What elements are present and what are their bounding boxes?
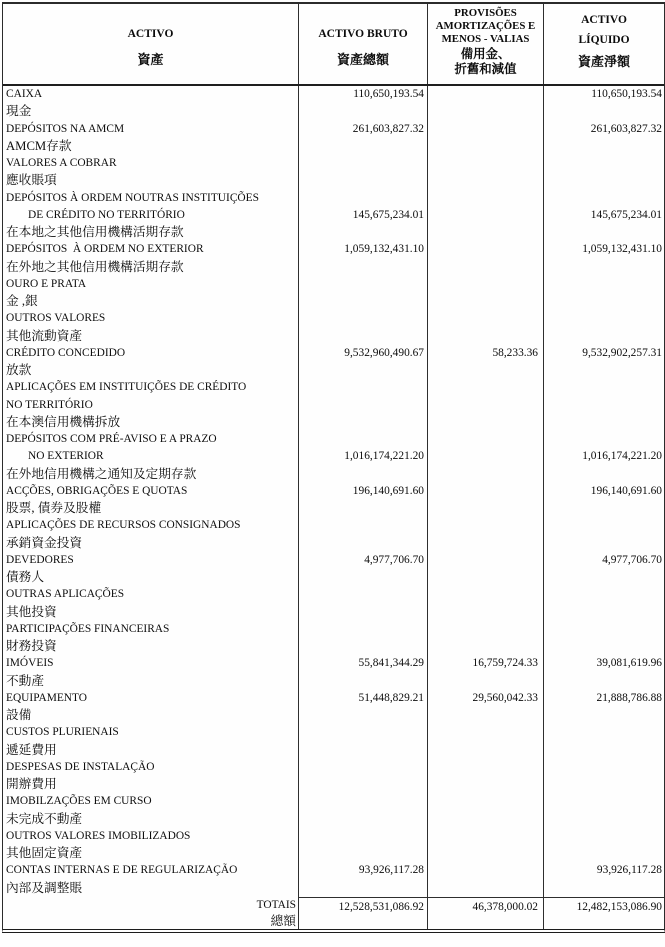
provisoes-value [428, 207, 544, 224]
table-row [3, 828, 664, 845]
row-label: NO EXTERIOR [3, 448, 299, 465]
header-provisoes [428, 4, 544, 84]
liquido-value [544, 759, 664, 776]
provisoes-value [428, 190, 544, 207]
bruto-value [299, 103, 428, 120]
liquido-value [544, 276, 664, 293]
liquido-value [544, 569, 664, 586]
row-label: IMÓVEIS [3, 655, 299, 672]
bruto-value: 1,016,174,221.20 [299, 448, 428, 465]
table-row [3, 293, 664, 310]
row-label: 金 ,銀 [3, 293, 299, 310]
row-label: DEPÓSITOS COM PRÉ-AVISO E A PRAZO [3, 431, 299, 448]
bruto-value [299, 276, 428, 293]
table-header [3, 4, 664, 86]
row-label: CRÉDITO CONCEDIDO [3, 345, 299, 362]
bruto-value [299, 707, 428, 724]
bruto-value [299, 379, 428, 396]
table-row [3, 742, 664, 759]
bruto-value: 4,977,706.70 [299, 552, 428, 569]
bruto-value [299, 621, 428, 638]
bruto-value [299, 638, 428, 655]
table-row [3, 414, 664, 431]
liquido-value [544, 638, 664, 655]
bruto-value [299, 155, 428, 172]
provisoes-value [428, 397, 544, 414]
row-label: DEPÓSITOS À ORDEM NOUTRAS INSTITUIÇÕES [3, 190, 299, 207]
bruto-value [299, 535, 428, 552]
provisoes-value [428, 483, 544, 500]
liquido-value [544, 259, 664, 276]
provisoes-value [428, 121, 544, 138]
table-row [3, 845, 664, 862]
table-row [3, 880, 664, 897]
bruto-value [299, 586, 428, 603]
liquido-value: 145,675,234.01 [590, 208, 662, 221]
table-row [3, 241, 664, 258]
row-label: 遞延費用 [3, 742, 299, 759]
bruto-value [299, 604, 428, 621]
bruto-value: 261,603,827.32 [299, 121, 428, 138]
table-row [3, 172, 664, 189]
provisoes-value [428, 828, 544, 845]
table-row [3, 776, 664, 793]
table-row [3, 190, 664, 207]
table-row [3, 345, 664, 362]
provisoes-value [428, 414, 544, 431]
table-row [3, 431, 664, 448]
provisoes-value [428, 362, 544, 379]
table-row [3, 862, 664, 879]
provisoes-value [428, 742, 544, 759]
provisoes-value [428, 793, 544, 810]
provisoes-value [428, 638, 544, 655]
provisoes-value [428, 517, 544, 534]
table-row [3, 621, 664, 638]
liquido-value [544, 138, 664, 155]
row-label: CUSTOS PLURIENAIS [3, 724, 299, 741]
provisoes-value [428, 138, 544, 155]
row-label: 內部及調整賬 [3, 880, 299, 897]
liquido-value: 93,926,117.28 [596, 864, 662, 877]
liquido-value [544, 293, 664, 310]
row-label: 在外地信用機構之通知及定期存款 [3, 466, 299, 483]
header-liquido-zh: 資產淨額 [577, 54, 630, 70]
row-label: APLICAÇÕES DE RECURSOS CONSIGNADOS [3, 517, 299, 534]
table-row [3, 569, 664, 586]
bruto-value [299, 673, 428, 690]
header-liquido-pt2: LÍQUIDO [578, 34, 630, 46]
liquido-value [544, 103, 664, 120]
bruto-value [299, 776, 428, 793]
row-label: 不動產 [3, 673, 299, 690]
row-label: 在本地之其他信用機構活期存款 [3, 224, 299, 241]
liquido-value [544, 535, 664, 552]
row-label: VALORES A COBRAR [3, 155, 299, 172]
row-label: DEVEDORES [3, 552, 299, 569]
table-row [3, 397, 664, 414]
liquido-value [544, 724, 664, 741]
table-body [3, 86, 664, 897]
bruto-value: 55,841,344.29 [299, 655, 428, 672]
provisoes-value: 58,233.36 [428, 345, 544, 362]
provisoes-value [428, 293, 544, 310]
liquido-value [544, 604, 664, 621]
header-activo-liquido [544, 4, 664, 84]
liquido-value [544, 362, 664, 379]
bruto-value [299, 362, 428, 379]
provisoes-value [428, 776, 544, 793]
provisoes-value [428, 673, 544, 690]
provisoes-value [428, 862, 544, 879]
bruto-value [299, 569, 428, 586]
liquido-value: 1,016,174,221.20 [582, 450, 662, 463]
liquido-value [544, 397, 664, 414]
provisoes-value [428, 224, 544, 241]
liquido-value: 21,888,786.88 [596, 691, 662, 704]
header-provisoes-zh2: 折舊和減值 [454, 62, 517, 77]
liquido-value [544, 707, 664, 724]
row-label: ACÇÕES, OBRIGAÇÕES E QUOTAS [3, 483, 299, 500]
bruto-value: 145,675,234.01 [299, 207, 428, 224]
assets-balance-table [2, 2, 665, 933]
row-label: PARTICIPAÇÕES FINANCEIRAS [3, 621, 299, 638]
bruto-value [299, 500, 428, 517]
liquido-value: 9,532,902,257.31 [582, 346, 662, 359]
provisoes-value [428, 276, 544, 293]
provisoes-value [428, 724, 544, 741]
bruto-value [299, 259, 428, 276]
row-label: CONTAS INTERNAS E DE REGULARIZAÇÃO [3, 862, 299, 879]
liquido-value: 110,650,193.54 [591, 88, 662, 100]
bruto-value [299, 742, 428, 759]
row-label: 其他投資 [3, 604, 299, 621]
bruto-value: 93,926,117.28 [299, 862, 428, 879]
bruto-value [299, 811, 428, 828]
row-label: 現金 [3, 103, 299, 120]
liquido-value [544, 466, 664, 483]
bruto-value [299, 845, 428, 862]
liquido-value [544, 328, 664, 345]
table-row [3, 517, 664, 534]
totals-label-zh: 總額 [270, 913, 296, 928]
bruto-value [299, 138, 428, 155]
totals-liquido-value: 12,482,153,086.90 [544, 897, 664, 929]
provisoes-value [428, 707, 544, 724]
provisoes-value [428, 880, 544, 897]
bruto-value [299, 431, 428, 448]
liquido-value [544, 586, 664, 603]
liquido-value [544, 517, 664, 534]
table-row [3, 379, 664, 396]
table-row [3, 328, 664, 345]
header-provisoes-zh1: 備用金、 [460, 46, 511, 61]
bruto-value [299, 310, 428, 327]
bruto-value [299, 517, 428, 534]
provisoes-value [428, 86, 544, 103]
bruto-value [299, 293, 428, 310]
header-bruto-zh: 資產總額 [336, 52, 389, 68]
liquido-value: 261,603,827.32 [590, 122, 662, 135]
row-label: 其他固定資產 [3, 845, 299, 862]
header-provisoes-pt3: MENOS - VALIAS [441, 33, 530, 46]
table-row [3, 483, 664, 500]
table-row [3, 638, 664, 655]
liquido-value [544, 673, 664, 690]
liquido-value [544, 845, 664, 862]
row-label: 未完成不動產 [3, 811, 299, 828]
bruto-value [299, 724, 428, 741]
table-row [3, 448, 664, 465]
totals-label-cell [3, 897, 299, 929]
row-label: 應收賬項 [3, 172, 299, 189]
bruto-value: 1,059,132,431.10 [299, 241, 428, 258]
row-label: 在本澳信用機構拆放 [3, 414, 299, 431]
row-label: APLICAÇÕES EM INSTITUIÇÕES DE CRÉDITO [3, 379, 299, 396]
table-row [3, 466, 664, 483]
header-activo-bruto [299, 4, 428, 84]
row-label: DESPESAS DE INSTALAÇÃO [3, 759, 299, 776]
row-label: 股票, 債券及股權 [3, 500, 299, 517]
table-row [3, 86, 664, 103]
row-label: 設備 [3, 707, 299, 724]
provisoes-value [428, 448, 544, 465]
bruto-value [299, 414, 428, 431]
table-row [3, 103, 664, 120]
bruto-value [299, 190, 428, 207]
row-label: OUTROS VALORES [3, 310, 299, 327]
table-row [3, 690, 664, 707]
table-row [3, 310, 664, 327]
provisoes-value [428, 759, 544, 776]
bruto-value [299, 828, 428, 845]
liquido-value [544, 155, 664, 172]
table-row [3, 604, 664, 621]
header-bruto-pt: ACTIVO BRUTO [318, 27, 408, 40]
row-label: DEPÓSITOS À ORDEM NO EXTERIOR [3, 241, 299, 258]
provisoes-value [428, 604, 544, 621]
bruto-value: 51,448,829.21 [299, 690, 428, 707]
liquido-value [544, 793, 664, 810]
row-label: OUTRAS APLICAÇÕES [3, 586, 299, 603]
liquido-value: 39,081,619.96 [596, 657, 662, 670]
provisoes-value [428, 172, 544, 189]
provisoes-value [428, 621, 544, 638]
table-row [3, 707, 664, 724]
provisoes-value [428, 500, 544, 517]
table-row [3, 724, 664, 741]
table-row [3, 552, 664, 569]
provisoes-value [428, 379, 544, 396]
liquido-value [544, 431, 664, 448]
table-row [3, 759, 664, 776]
totals-provisoes-value: 46,378,000.02 [428, 897, 544, 929]
liquido-value [544, 880, 664, 897]
row-label: DEPÓSITOS NA AMCM [3, 121, 299, 138]
table-row [3, 138, 664, 155]
bruto-value [299, 793, 428, 810]
row-label: NO TERRITÓRIO [3, 397, 299, 414]
liquido-value [544, 414, 664, 431]
row-label: 承銷資金投資 [3, 535, 299, 552]
bruto-value [299, 224, 428, 241]
provisoes-value [428, 845, 544, 862]
row-label: 放款 [3, 362, 299, 379]
liquido-value [544, 310, 664, 327]
liquido-value [544, 811, 664, 828]
provisoes-value [428, 259, 544, 276]
table-row [3, 586, 664, 603]
header-provisoes-pt1: PROVISÕES [454, 7, 517, 19]
liquido-value [544, 379, 664, 396]
liquido-value [544, 742, 664, 759]
totals-label-pt: TOTAIS [256, 898, 296, 911]
header-activo-pt: ACTIVO [127, 27, 174, 40]
liquido-value [544, 500, 664, 517]
totals-row [3, 897, 664, 929]
liquido-value [544, 172, 664, 189]
row-label: IMOBILZAÇÕES EM CURSO [3, 793, 299, 810]
bruto-value [299, 880, 428, 897]
provisoes-value [428, 310, 544, 327]
bruto-value: 196,140,691.60 [299, 483, 428, 500]
liquido-value [544, 828, 664, 845]
table-row [3, 500, 664, 517]
row-label: DE CRÉDITO NO TERRITÓRIO [3, 207, 299, 224]
provisoes-value [428, 466, 544, 483]
liquido-value [544, 621, 664, 638]
table-row [3, 224, 664, 241]
row-label: 開辦費用 [3, 776, 299, 793]
row-label: 債務人 [3, 569, 299, 586]
provisoes-value [428, 535, 544, 552]
liquido-value: 4,977,706.70 [602, 553, 662, 566]
bruto-value [299, 759, 428, 776]
row-label: OURO E PRATA [3, 276, 299, 293]
liquido-value [544, 190, 664, 207]
row-label: 在外地之其他信用機構活期存款 [3, 259, 299, 276]
provisoes-value: 16,759,724.33 [428, 655, 544, 672]
bruto-value [299, 172, 428, 189]
provisoes-value [428, 552, 544, 569]
row-label: 其他流動資產 [3, 328, 299, 345]
header-provisoes-pt2: AMORTIZAÇÕES E [435, 20, 536, 33]
provisoes-value [428, 569, 544, 586]
table-row [3, 793, 664, 810]
table-row [3, 259, 664, 276]
table-row [3, 121, 664, 138]
liquido-value [544, 224, 664, 241]
header-activo-zh: 資產 [137, 52, 164, 68]
liquido-value: 1,059,132,431.10 [582, 243, 662, 256]
provisoes-value [428, 586, 544, 603]
provisoes-value [428, 241, 544, 258]
table-row [3, 655, 664, 672]
liquido-value: 196,140,691.60 [590, 484, 662, 497]
bruto-value [299, 466, 428, 483]
table-row [3, 207, 664, 224]
provisoes-value [428, 155, 544, 172]
header-activo [3, 4, 299, 84]
provisoes-value [428, 103, 544, 120]
table-row [3, 362, 664, 379]
bruto-value [299, 328, 428, 345]
provisoes-value [428, 431, 544, 448]
bruto-value: 9,532,960,490.67 [299, 345, 428, 362]
table-row [3, 276, 664, 293]
table-row [3, 155, 664, 172]
totals-bruto-value: 12,528,531,086.92 [299, 897, 428, 929]
row-label: OUTROS VALORES IMOBILIZADOS [3, 828, 299, 845]
table-row [3, 673, 664, 690]
row-label: CAIXA [3, 86, 299, 103]
provisoes-value: 29,560,042.33 [428, 690, 544, 707]
row-label: EQUIPAMENTO [3, 690, 299, 707]
header-liquido-pt1: ACTIVO [581, 13, 627, 26]
table-row [3, 535, 664, 552]
liquido-value [544, 776, 664, 793]
provisoes-value [428, 811, 544, 828]
row-label: 財務投資 [3, 638, 299, 655]
bruto-value: 110,650,193.54 [299, 86, 428, 103]
provisoes-value [428, 328, 544, 345]
row-label: AMCM存款 [3, 138, 299, 155]
table-row [3, 811, 664, 828]
bruto-value [299, 397, 428, 414]
